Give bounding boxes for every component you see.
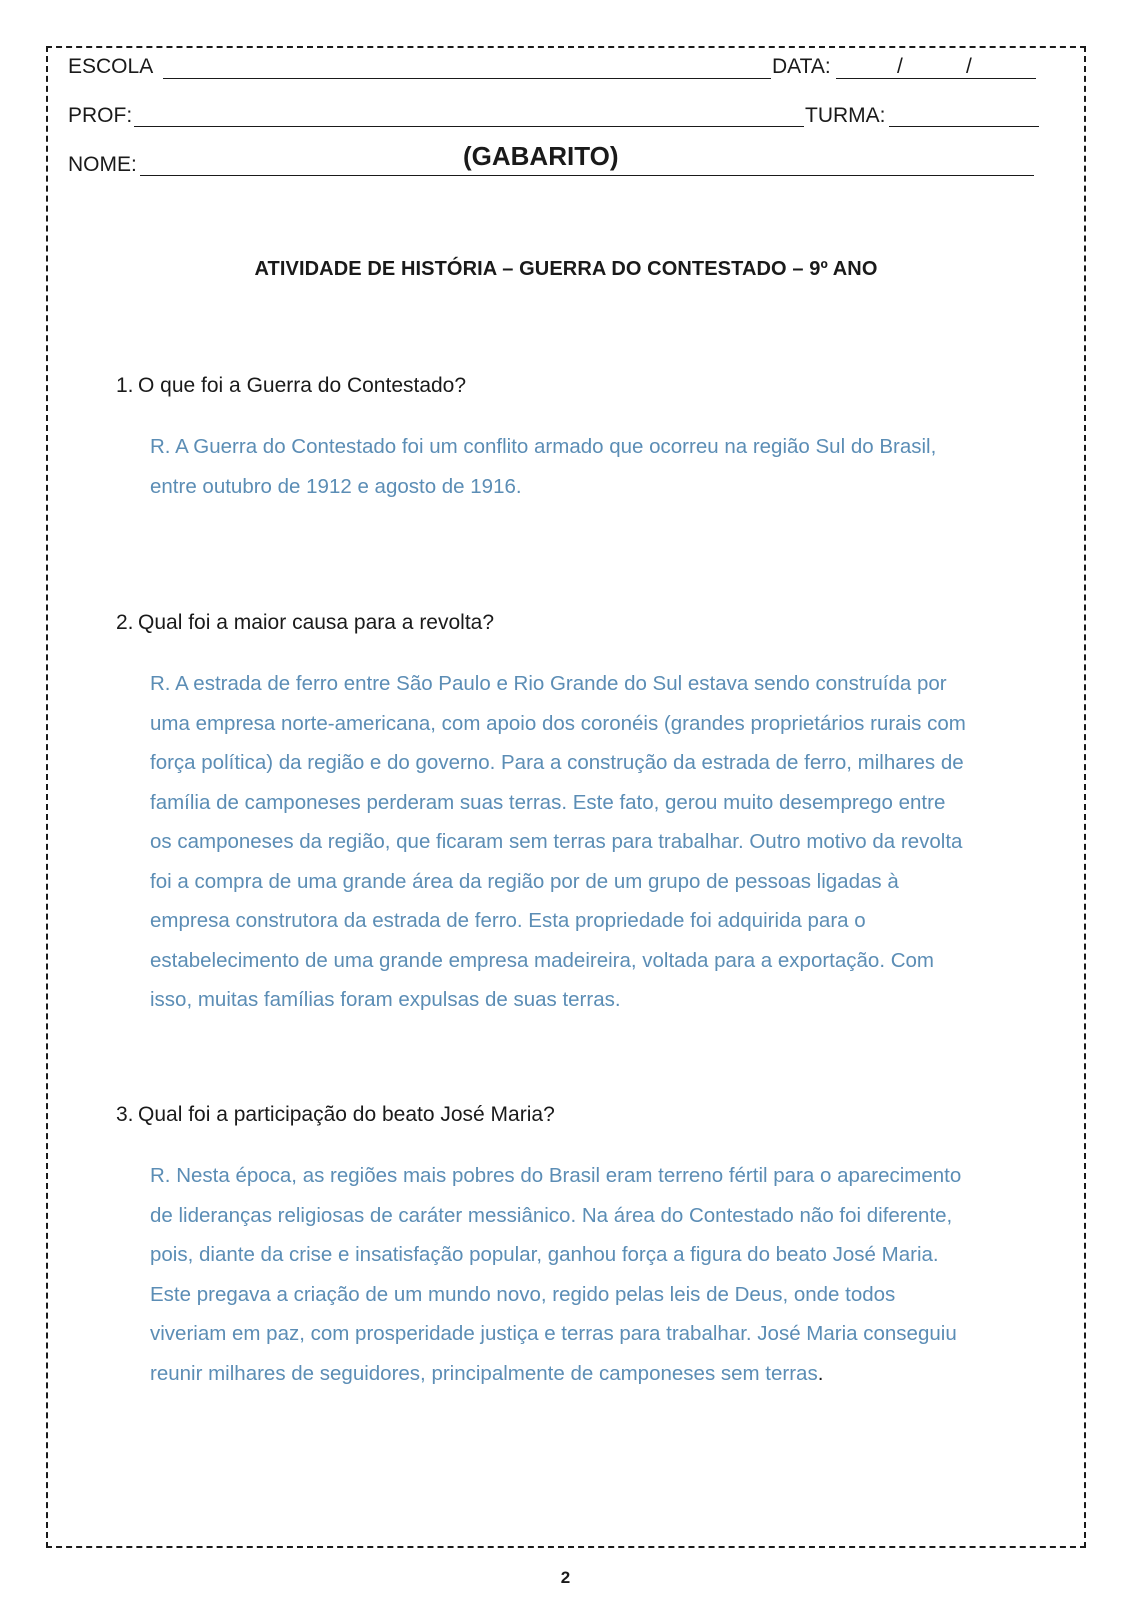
answer-line: viveriam em paz, com prosperidade justiça e terras para trabalhar. José Maria conseguiu bbox=[150, 1322, 957, 1345]
answer-1 bbox=[150, 427, 1065, 506]
answer-line: foi a compra de uma grande área da região por de um grupo de pessoas ligadas à bbox=[150, 869, 899, 893]
nome-field[interactable] bbox=[140, 175, 1034, 176]
answer-line: os camponeses da região, que ficaram sem terras para trabalhar. Outro motivo da revolta bbox=[150, 830, 963, 853]
turma-field[interactable] bbox=[889, 126, 1039, 127]
question-number: 3. bbox=[116, 1103, 134, 1126]
question-number: 1. bbox=[116, 374, 134, 397]
data-field[interactable] bbox=[836, 78, 1036, 79]
escola-label: ESCOLA bbox=[68, 55, 154, 78]
activity-title: ATIVIDADE DE HISTÓRIA – GUERRA DO CONTESTADO – 9º ANO bbox=[254, 258, 878, 280]
answer-line: de lideranças religiosas de caráter messiânico. Na área do Contestado não foi diferente, bbox=[150, 1203, 953, 1227]
data-label: DATA: bbox=[772, 55, 831, 78]
question-2 bbox=[116, 610, 494, 636]
date-separator-1: / bbox=[897, 55, 903, 78]
answer-line: entre outubro de 1912 e agosto de 1916. bbox=[150, 474, 522, 498]
answer-line: Este pregava a criação de um mundo novo, regido pelas leis de Deus, onde todos bbox=[150, 1282, 896, 1306]
date-separator-2: / bbox=[966, 55, 972, 78]
question-3 bbox=[116, 1102, 555, 1128]
answer-line: R. A Guerra do Contestado foi um conflito armado que ocorreu na região Sul do Brasil, bbox=[150, 435, 937, 458]
question-text: Qual foi a participação do beato José Maria? bbox=[138, 1103, 555, 1126]
gabarito-label: (GABARITO) bbox=[463, 141, 619, 171]
answer-line: pois, diante da crise e insatisfação popular, ganhou força a figura do beato José Maria. bbox=[150, 1243, 939, 1266]
answer-line bbox=[150, 1354, 1065, 1394]
answer-end-period: . bbox=[817, 1361, 824, 1385]
question-number: 2. bbox=[116, 611, 134, 634]
answer-line: isso, muitas famílias foram expulsas de suas terras. bbox=[150, 988, 621, 1011]
answer-line: R. Nesta época, as regiões mais pobres do Brasil eram terreno fértil para o aparecimento bbox=[150, 1164, 962, 1187]
prof-field[interactable] bbox=[134, 126, 804, 127]
nome-label: NOME: bbox=[68, 153, 137, 176]
escola-field[interactable] bbox=[163, 78, 771, 79]
answer-line: estabelecimento de uma grande empresa madeireira, voltada para a exportação. Com bbox=[150, 948, 934, 972]
answer-3 bbox=[150, 1156, 1065, 1393]
answer-line: família de camponeses perderam suas terras. Este fato, gerou muito desemprego entre bbox=[150, 790, 946, 814]
page-number: 2 bbox=[560, 1568, 571, 1587]
question-text: O que foi a Guerra do Contestado? bbox=[138, 374, 467, 397]
turma-label: TURMA: bbox=[805, 104, 886, 127]
answer-line: empresa construtora da estrada de ferro. Esta propriedade foi adquirida para o bbox=[150, 909, 866, 932]
answer-line: R. A estrada de ferro entre São Paulo e Rio Grande do Sul estava sendo construída por bbox=[150, 672, 947, 695]
answer-line: força política) da região e do governo. Para a construção da estrada de ferro, milhares de bbox=[150, 751, 964, 774]
answer-line-text: reunir milhares de seguidores, principalmente de camponeses sem terras bbox=[150, 1361, 818, 1385]
answer-2 bbox=[150, 664, 1065, 1020]
question-1 bbox=[116, 373, 466, 399]
question-text: Qual foi a maior causa para a revolta? bbox=[138, 611, 495, 634]
answer-line: uma empresa norte-americana, com apoio dos coronéis (grandes proprietários rurais com bbox=[150, 711, 966, 735]
prof-label: PROF: bbox=[68, 104, 133, 127]
